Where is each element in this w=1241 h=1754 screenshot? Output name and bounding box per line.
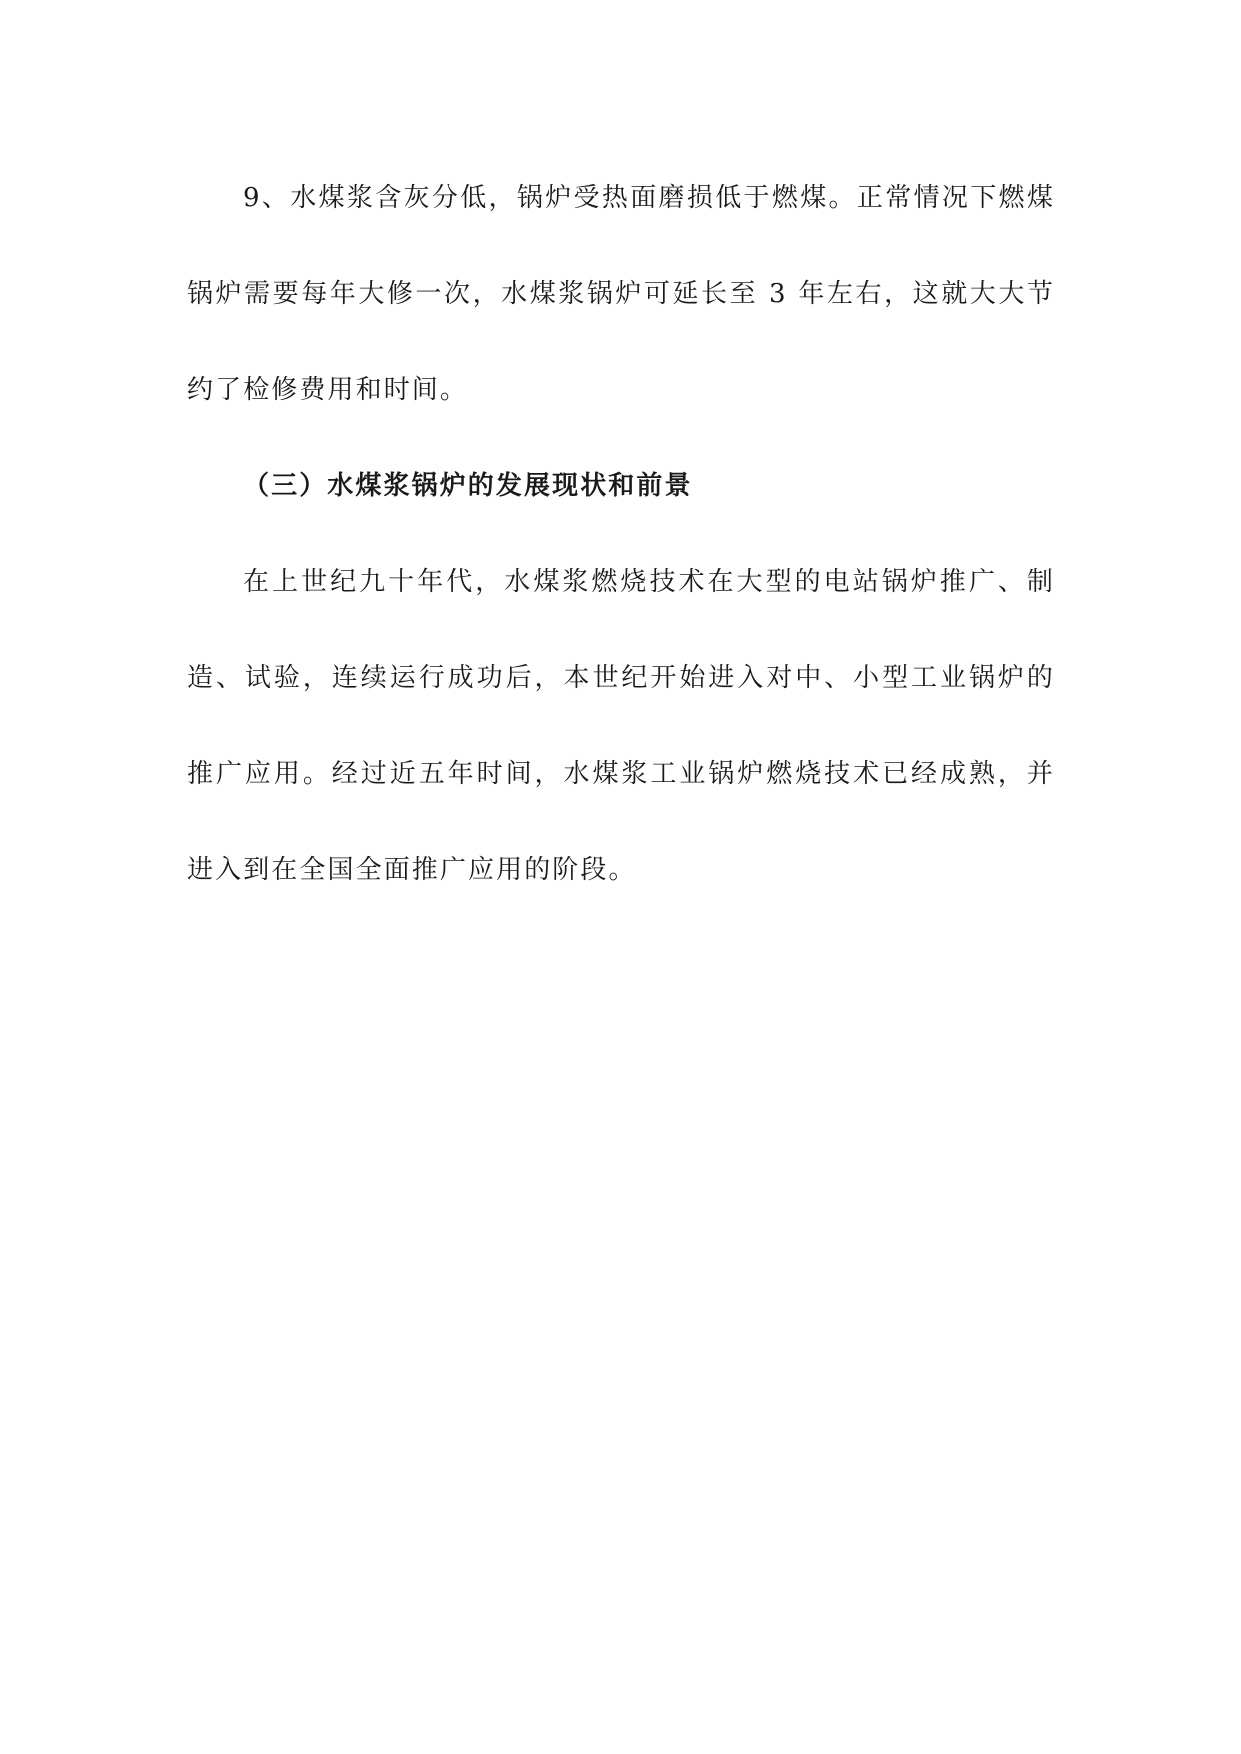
paragraph-boiler-wear: 9、水煤浆含灰分低，锅炉受热面磨损低于燃煤。正常情况下燃煤锅炉需要每年大修一次，水煤浆锅炉可延长至 3 年左右，这就大大节约了检修费用和时间。 <box>187 183 1055 405</box>
paragraph-development-history: 在上世纪九十年代，水煤浆燃烧技术在大型的电站锅炉推广、制造、试验，连续运行成功后，本世纪开始进入对中、小型工业锅炉的推广应用。经过近五年时间，水煤浆工业锅炉燃烧技术已经成熟，并进入到在全国全面推广应用的阶段。 <box>187 567 1055 885</box>
section-heading-development: （三）水煤浆锅炉的发展现状和前景 <box>243 471 693 501</box>
document-body <box>187 150 1055 918</box>
